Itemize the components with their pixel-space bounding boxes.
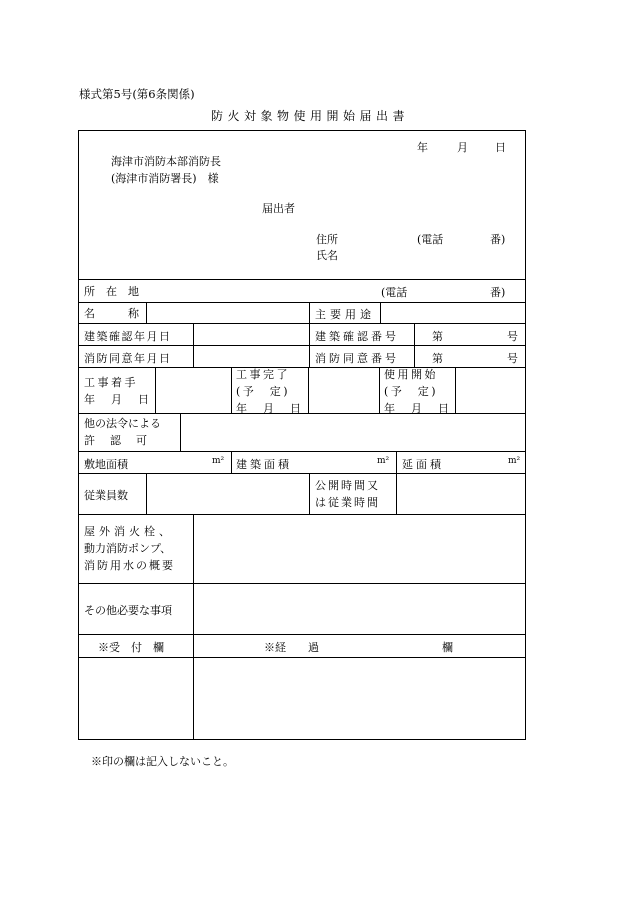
site-area-unit: m² — [212, 456, 225, 466]
row-divider — [78, 323, 526, 324]
row-divider — [78, 634, 526, 635]
row-divider — [78, 583, 526, 584]
other-law-label: 他の法令による 許 認 可 — [84, 417, 161, 447]
consent-no-prefix: 第 — [432, 352, 443, 365]
form-number: 様式第5号(第6条関係) — [79, 87, 195, 101]
col-divider — [455, 367, 456, 413]
addressee-line1: 海津市消防本部消防長 — [111, 155, 221, 168]
consent-no-label: 消防同意番号 — [315, 352, 399, 365]
row-divider — [78, 514, 526, 515]
floor-area-unit: m² — [508, 456, 521, 466]
other-items-label: その他必要な事項 — [84, 604, 172, 617]
col-divider — [146, 302, 147, 323]
confirm-no-suffix: 号 — [507, 330, 518, 343]
construction-start-label: 工事着手 年 月 日 — [84, 376, 152, 406]
col-divider — [414, 323, 415, 367]
col-divider — [231, 451, 232, 473]
use-start-label: 使用開始 (予 定) 年 月 日 — [384, 368, 452, 415]
addressee-line2: (海津市消防署長) 様 — [111, 172, 219, 185]
hours-label: 公開時間又 は従業時間 — [315, 479, 380, 509]
col-divider — [309, 302, 310, 367]
location-phone-close: 番) — [490, 286, 506, 299]
col-divider — [396, 451, 397, 473]
col-divider — [193, 514, 194, 740]
col-divider — [309, 473, 310, 514]
building-name-label: 名 称 — [84, 306, 139, 320]
date-day: 日 — [495, 141, 506, 154]
reception-header: ※受 付 欄 — [98, 641, 164, 654]
form-title: 防火対象物使用開始届出書 — [211, 109, 410, 123]
row-divider — [78, 451, 526, 452]
col-divider — [396, 473, 397, 514]
employees-label: 従業員数 — [84, 489, 128, 502]
col-divider — [308, 367, 309, 413]
progress-header: ※経 過 — [264, 641, 319, 654]
consent-no-suffix: 号 — [507, 352, 518, 365]
location-phone-open: (電話 — [381, 286, 408, 299]
address-label: 住所 — [316, 233, 338, 246]
col-divider — [193, 323, 194, 367]
build-area-label: 建築面積 — [236, 458, 292, 471]
row-divider — [78, 279, 526, 280]
row-divider — [78, 345, 526, 346]
phone-close: 番) — [490, 233, 506, 246]
location-label: 所 在 地 — [84, 284, 139, 298]
confirm-no-prefix: 第 — [432, 330, 443, 343]
col-divider — [155, 367, 156, 413]
date-year: 年 — [417, 141, 428, 154]
notifier-label: 届出者 — [262, 202, 295, 215]
row-divider — [78, 657, 526, 658]
footer-note: ※印の欄は記入しないこと。 — [91, 755, 234, 768]
name-label: 氏名 — [316, 249, 338, 262]
date-month: 月 — [457, 141, 468, 154]
hydrant-label: 屋外消火栓、 動力消防ポンプ、 消防用水の概要 — [84, 525, 175, 572]
confirm-no-label: 建築確認番号 — [315, 330, 399, 343]
col-divider — [146, 473, 147, 514]
floor-area-label: 延面積 — [402, 458, 444, 471]
confirm-date-label: 建築確認年月日 — [84, 330, 172, 343]
col-divider — [180, 413, 181, 451]
build-area-unit: m² — [377, 456, 390, 466]
col-divider — [380, 302, 381, 323]
progress-header-end: 欄 — [442, 641, 453, 654]
col-divider — [379, 367, 380, 413]
site-area-label: 敷地面積 — [84, 458, 128, 471]
construction-finish-label: 工事完了 (予 定) 年 月 日 — [236, 368, 304, 415]
consent-date-label: 消防同意年月日 — [84, 352, 172, 365]
phone-open: (電話 — [417, 233, 444, 246]
col-divider — [231, 367, 232, 413]
main-use-label: 主要用途 — [315, 308, 375, 321]
